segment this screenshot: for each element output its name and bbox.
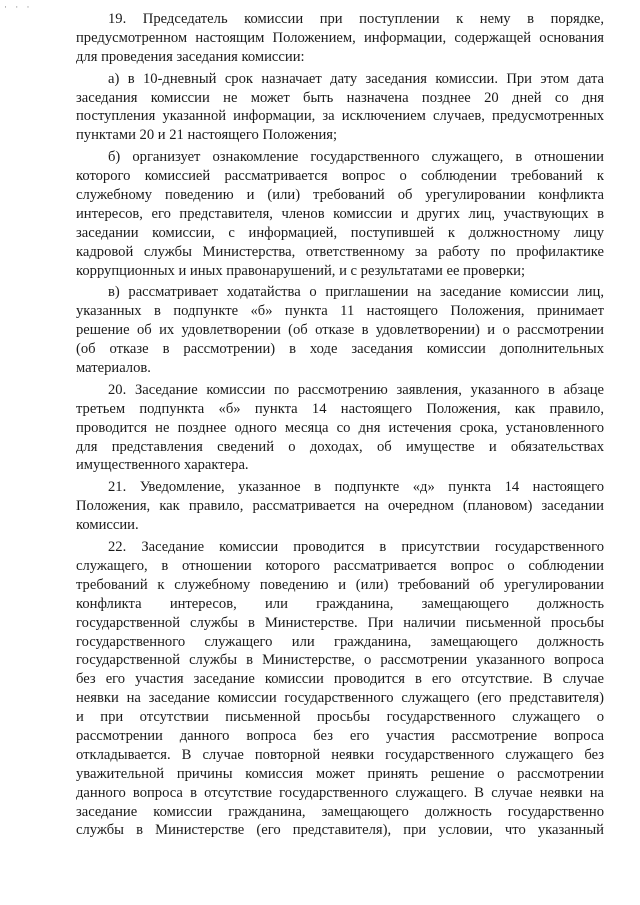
text-line: материалов.: [76, 360, 151, 377]
text-line: откладывается. В случае повторной неявки государственного служащего без: [76, 746, 604, 763]
text-line: уважительной причины комиссия может принять решение о рассмотрении: [76, 765, 604, 782]
text-line: служебному поведению и (или) требований об урегулировании конфликта: [76, 187, 604, 204]
text-line: государственной службы в Министерстве. При наличии письменной просьбы: [76, 614, 604, 631]
text-line: 20. Заседание комиссии по рассмотрению заявления, указанного в абзаце: [108, 381, 604, 398]
text-line: служащего, в отношении которого рассматривается вопрос о соблюдении: [76, 557, 604, 574]
text-line: заседании комиссии, с информацией, поступившей к должностному лицу: [76, 224, 604, 241]
text-line: коррупционных и иных правонарушений, и с результатами ее проверки;: [76, 262, 526, 279]
text-line: рассмотрении данного вопроса без его участия рассмотрение вопроса: [76, 727, 604, 744]
text-line: а) в 10-дневный срок назначает дату заседания комиссии. При этом дата: [108, 70, 604, 87]
text-line: 22. Заседание комиссии проводится в присутствии государственного: [108, 539, 604, 556]
text-line: указанных в подпункте «б» пункта 11 настоящего Положения, принимает: [76, 303, 604, 320]
document-body: [76, 10, 604, 840]
text-line: комиссии.: [76, 517, 139, 534]
text-line: проводится не позднее одного месяца со дня истечения срока, установленного: [76, 419, 604, 436]
text-line: заседание комиссии гражданина, замещающего должность государственно: [76, 803, 604, 820]
text-line: данного вопроса в отсутствие государственного служащего. В случае неявки на: [76, 784, 604, 801]
text-line: требований к служебному поведению и (или) требований об урегулировании: [76, 576, 604, 593]
text-line: конфликта интересов, или гражданина, замещающего должность: [76, 595, 604, 612]
text-line: Положения, как правило, рассматривается на очередном (плановом) заседании: [76, 498, 604, 515]
text-line: государственного служащего или гражданина, замещающего должность: [76, 633, 604, 650]
text-line: третьем подпункта «б» пункта 14 настоящего Положения, как правило,: [76, 400, 604, 417]
text-line: и при отсутствии письменной просьбы государственного служащего о: [76, 709, 604, 726]
text-line: интересов, его представителя, членов комиссии и других лиц, участвующих в: [76, 205, 604, 222]
text-line: без его участия заседание комиссии проводится в его отсутствие. В случае: [76, 671, 604, 688]
text-line: решение об их удовлетворении (об отказе в удовлетворении) и о рассмотрении: [76, 322, 604, 339]
text-line: для представления сведений о доходах, об имуществе и обязательствах: [76, 438, 604, 455]
text-line: службы в Министерстве (его представителя), при условии, что указанный: [76, 822, 604, 839]
text-line: которого комиссией рассматривается вопрос о соблюдении требований к: [76, 168, 604, 185]
text-line: неявки на заседание комиссии государственного служащего (его представителя): [76, 690, 604, 707]
text-line: имущественного характера.: [76, 457, 249, 474]
text-line: пунктами 20 и 21 настоящего Положения;: [76, 127, 338, 144]
text-line: в) рассматривает ходатайства о приглашении на заседание комиссии лиц,: [108, 284, 604, 301]
text-line: заседания комиссии не может быть назначена позднее 20 дней со дня: [76, 89, 604, 106]
text-line: 19. Председатель комиссии при поступлении к нему в порядке,: [108, 11, 604, 27]
text-line: поступления указанной информации, за исключением случаев, предусмотренных: [76, 108, 604, 125]
text-line: б) организует ознакомление государственного служащего, в отношении: [108, 149, 604, 166]
text-line: кадровой службы Министерства, ответственному за работу по профилактике: [76, 243, 604, 260]
scan-marks: · · ·: [4, 2, 33, 12]
text-line: (об отказе в рассмотрении) в ходе заседания комиссии дополнительных: [76, 341, 604, 358]
text-line: 21. Уведомление, указанное в подпункте «д» пункта 14 настоящего: [108, 479, 604, 496]
text-line: предусмотренном настоящим Положением, информации, содержащей основания: [76, 29, 604, 46]
text-line: для проведения заседания комиссии:: [76, 48, 305, 65]
text-line: государственной службы в Министерстве, о рассмотрении указанного вопроса: [76, 652, 604, 669]
